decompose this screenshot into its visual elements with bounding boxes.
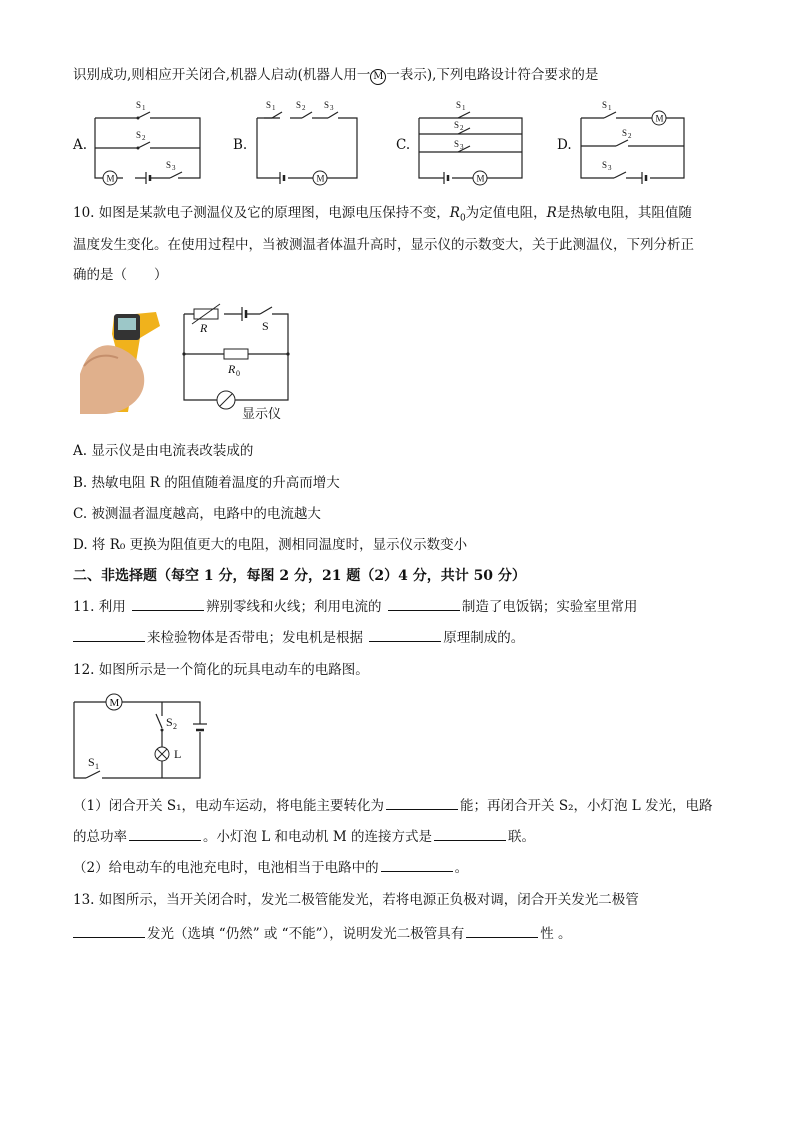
thermometer-photo (76, 304, 172, 414)
svg-text:0: 0 (236, 369, 240, 378)
motor-label-b: M (316, 173, 325, 184)
q12-s1-label: S (88, 755, 95, 769)
svg-text:1: 1 (142, 104, 146, 112)
q9-option-a-letter: A. (73, 137, 88, 153)
svg-text:S: S (456, 100, 462, 110)
label-r0: R (228, 362, 236, 376)
q12-part-1-line-2: 的总功率 。小灯泡 L 和电动机 M 的连接方式是 联。 (73, 829, 535, 845)
q10-option-c: C. 被测温者温度越高，电路中的电流越大 (73, 506, 321, 522)
q10-option-d: D. 将 R₀ 更换为阻值更大的电阻，测相同温度时，显示仪示数变小 (73, 537, 468, 553)
q11-line-1: 11. 利用 辨别零线和火线；利用电流的 制造了电饭锅；实验室里常用 (73, 599, 638, 615)
svg-text:2: 2 (628, 132, 632, 140)
q9-option-b-letter: B. (233, 137, 248, 153)
svg-text:S: S (454, 139, 460, 149)
svg-text:1: 1 (608, 104, 612, 112)
svg-text:2: 2 (302, 104, 306, 112)
q9-option-c-letter: C. (396, 137, 411, 153)
svg-text:2: 2 (460, 124, 464, 132)
q9-stem (73, 66, 598, 85)
q10-option-b: B. 热敏电阻 R 的阻值随着温度的升高而增大 (73, 475, 340, 491)
svg-text:3: 3 (460, 143, 464, 151)
q12-part-1-line-1: （1）闭合开关 S₁，电动车运动，将电能主要转化为 能；再闭合开关 S₂，小灯泡 L 发光，电路 (73, 798, 713, 814)
q10-stem-2: 温度发生变化。在使用过程中，当被测温者体温升高时，显示仪的示数变大，关于此测温仪，下列分析正 (73, 237, 694, 253)
q12-circuit-diagram (72, 692, 212, 782)
q12-part-2: （2）给电动车的电池充电时，电池相当于电路中的 。 (73, 860, 469, 876)
svg-text:3: 3 (172, 164, 176, 172)
svg-text:3: 3 (608, 164, 612, 172)
motor-symbol: M (370, 69, 386, 85)
circuit-a-diagram (90, 96, 205, 191)
svg-text:S: S (166, 160, 172, 170)
section-2-heading: 二、非选择题（每空 1 分，每图 2 分，21 题（2）4 分，共计 50 分） (73, 568, 526, 584)
q12-stem: 12. 如图所示是一个简化的玩具电动车的电路图。 (73, 662, 369, 678)
svg-text:2: 2 (142, 134, 146, 142)
svg-text:S: S (622, 128, 628, 138)
motor-label-d: M (655, 113, 664, 124)
q9-stem-text: 识别成功,则相应开关闭合,机器人启动(机器人用一 (73, 67, 371, 83)
q12-s2-label: S (166, 715, 173, 729)
svg-text:S: S (136, 130, 142, 140)
svg-text:S: S (602, 160, 608, 170)
q10-circuit-diagram (180, 300, 310, 422)
label-s: S (262, 319, 269, 333)
svg-text:2: 2 (173, 722, 177, 731)
label-display: 显示仪 (242, 406, 282, 421)
svg-text:3: 3 (330, 104, 334, 112)
svg-text:S: S (454, 120, 460, 130)
circuit-c-diagram (414, 96, 529, 191)
q12-motor-label: M (109, 697, 120, 709)
motor-label-c: M (476, 173, 485, 184)
q9-option-d-letter: D. (557, 137, 572, 153)
q12-l-label: L (174, 747, 182, 761)
svg-text:S: S (266, 100, 272, 110)
svg-text:S: S (136, 100, 142, 110)
svg-text:1: 1 (272, 104, 276, 112)
svg-text:1: 1 (95, 762, 99, 771)
q13-line-1: 13. 如图所示，当开关闭合时，发光二极管能发光，若将电源正负极对调，闭合开关发光二极管 (73, 892, 639, 908)
label-r: R (200, 321, 208, 335)
q10-option-a: A. 显示仪是由电流表改装成的 (73, 443, 254, 459)
svg-text:S: S (602, 100, 608, 110)
q13-line-2: 发光（选填 “仍然” 或 “不能”），说明发光二极管具有 性 。 (73, 925, 572, 943)
motor-label-a: M (106, 173, 115, 184)
q9-stem-text-2: 一表示),下列电路设计符合要求的是 (386, 67, 599, 83)
q10-stem-1: 10. 如图是某款电子测温仪及它的原理图，电源电压保持不变，$R_0$为定值电阻，R是热敏电阻，其阻值随 (73, 205, 692, 224)
svg-text:S: S (296, 100, 302, 110)
svg-text:S: S (324, 100, 330, 110)
circuit-d-diagram (576, 96, 691, 191)
circuit-b-diagram (252, 96, 367, 191)
q10-stem-3: 确的是（ ） (73, 267, 168, 283)
svg-text:1: 1 (462, 104, 466, 112)
q11-line-2: 来检验物体是否带电；发电机是根据 原理制成的。 (73, 629, 524, 647)
